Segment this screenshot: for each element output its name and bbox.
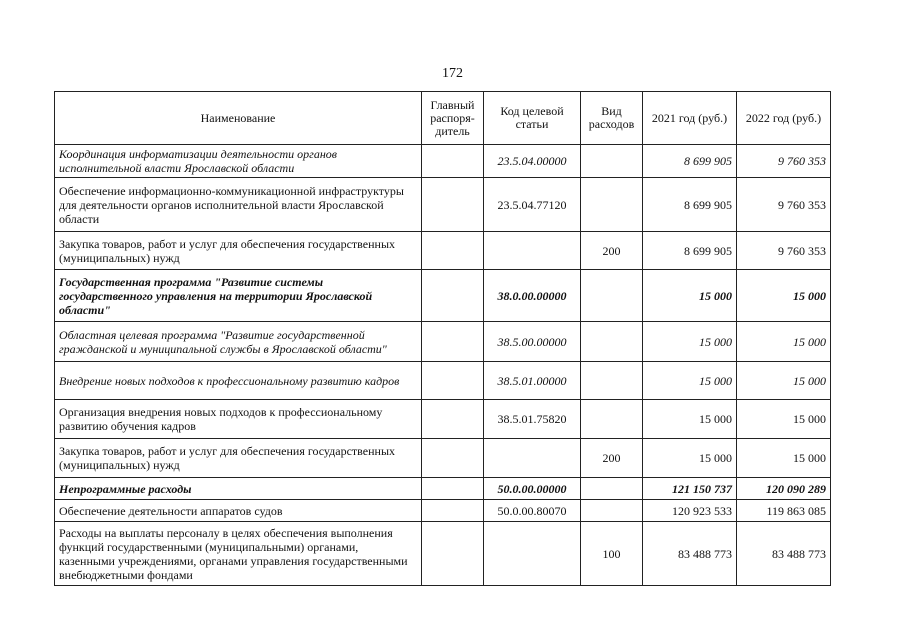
row-type: [581, 270, 643, 322]
row-code: 50.0.00.80070: [484, 500, 581, 522]
row-admin: [422, 522, 484, 586]
row-admin: [422, 478, 484, 500]
row-type: [581, 400, 643, 439]
row-2022: 9 760 353: [737, 178, 831, 232]
row-2021: 15 000: [643, 362, 737, 400]
row-admin: [422, 400, 484, 439]
table-row: [55, 500, 831, 522]
row-2021: 120 923 533: [643, 500, 737, 522]
header-name: Наименование: [55, 92, 422, 145]
table-header-row: [55, 92, 831, 145]
header-2022: 2022 год (руб.): [737, 92, 831, 145]
row-2022: 15 000: [737, 400, 831, 439]
row-type: [581, 322, 643, 362]
table-row: [55, 439, 831, 478]
row-2022: 120 090 289: [737, 478, 831, 500]
table-row: [55, 362, 831, 400]
table-row: [55, 145, 831, 178]
table-row: [55, 478, 831, 500]
row-code: 23.5.04.77120: [484, 178, 581, 232]
row-admin: [422, 232, 484, 270]
row-2021: 15 000: [643, 439, 737, 478]
header-type: Вид расходов: [581, 92, 643, 145]
row-code: 38.5.01.75820: [484, 400, 581, 439]
row-2022: 15 000: [737, 270, 831, 322]
row-admin: [422, 439, 484, 478]
row-2021: 83 488 773: [643, 522, 737, 586]
row-type: [581, 500, 643, 522]
row-type: 200: [581, 232, 643, 270]
row-name: Расходы на выплаты персоналу в целях обеспечения выполнения функций государственными (муниципальными) органами, казенными учреждениями, органами управления государственными внебюджетными фондами: [55, 522, 422, 586]
row-2022: 15 000: [737, 322, 831, 362]
row-code: [484, 439, 581, 478]
row-name: Обеспечение деятельности аппаратов судов: [55, 500, 422, 522]
row-type: 100: [581, 522, 643, 586]
row-2021: 8 699 905: [643, 145, 737, 178]
row-2022: 15 000: [737, 362, 831, 400]
row-2022: 9 760 353: [737, 232, 831, 270]
row-name: Закупка товаров, работ и услуг для обеспечения государственных (муниципальных) нужд: [55, 232, 422, 270]
row-admin: [422, 362, 484, 400]
row-2021: 121 150 737: [643, 478, 737, 500]
row-code: 23.5.04.00000: [484, 145, 581, 178]
row-code: 38.5.00.00000: [484, 322, 581, 362]
row-2022: 83 488 773: [737, 522, 831, 586]
row-name: Организация внедрения новых подходов к профессиональному развитию обучения кадров: [55, 400, 422, 439]
row-name: Непрограммные расходы: [55, 478, 422, 500]
table-row: [55, 522, 831, 586]
header-code: Код целевой статьи: [484, 92, 581, 145]
row-2022: 9 760 353: [737, 145, 831, 178]
row-2021: 8 699 905: [643, 178, 737, 232]
page-number: 172: [442, 66, 463, 81]
table-row: [55, 400, 831, 439]
row-2021: 15 000: [643, 322, 737, 362]
table-row: [55, 232, 831, 270]
row-admin: [422, 178, 484, 232]
header-2021: 2021 год (руб.): [643, 92, 737, 145]
row-code: 38.0.00.00000: [484, 270, 581, 322]
row-2021: 15 000: [643, 400, 737, 439]
row-type: [581, 178, 643, 232]
row-name: Областная целевая программа "Развитие государственной гражданской и муниципальной службы в Ярославской области": [55, 322, 422, 362]
row-2022: 15 000: [737, 439, 831, 478]
row-2021: 8 699 905: [643, 232, 737, 270]
row-admin: [422, 145, 484, 178]
row-code: 50.0.00.00000: [484, 478, 581, 500]
row-admin: [422, 500, 484, 522]
row-code: [484, 522, 581, 586]
row-2022: 119 863 085: [737, 500, 831, 522]
row-admin: [422, 270, 484, 322]
budget-table: [54, 91, 831, 586]
row-code: [484, 232, 581, 270]
row-name: Координация информатизации деятельности органов исполнительной власти Ярославской области: [55, 145, 422, 178]
row-type: [581, 145, 643, 178]
row-2021: 15 000: [643, 270, 737, 322]
row-name: Обеспечение информационно-коммуникационной инфраструктуры для деятельности органов исполнительной власти Ярославской области: [55, 178, 422, 232]
table-row: [55, 270, 831, 322]
row-code: 38.5.01.00000: [484, 362, 581, 400]
table-row: [55, 178, 831, 232]
header-admin: Главный распоря- дитель: [422, 92, 484, 145]
row-admin: [422, 322, 484, 362]
row-type: [581, 478, 643, 500]
row-name: Внедрение новых подходов к профессиональному развитию кадров: [55, 362, 422, 400]
row-type: 200: [581, 439, 643, 478]
row-name: Закупка товаров, работ и услуг для обеспечения государственных (муниципальных) нужд: [55, 439, 422, 478]
row-type: [581, 362, 643, 400]
row-name: Государственная программа "Развитие системы государственного управления на территории Ярославской области": [55, 270, 422, 322]
table-row: [55, 322, 831, 362]
